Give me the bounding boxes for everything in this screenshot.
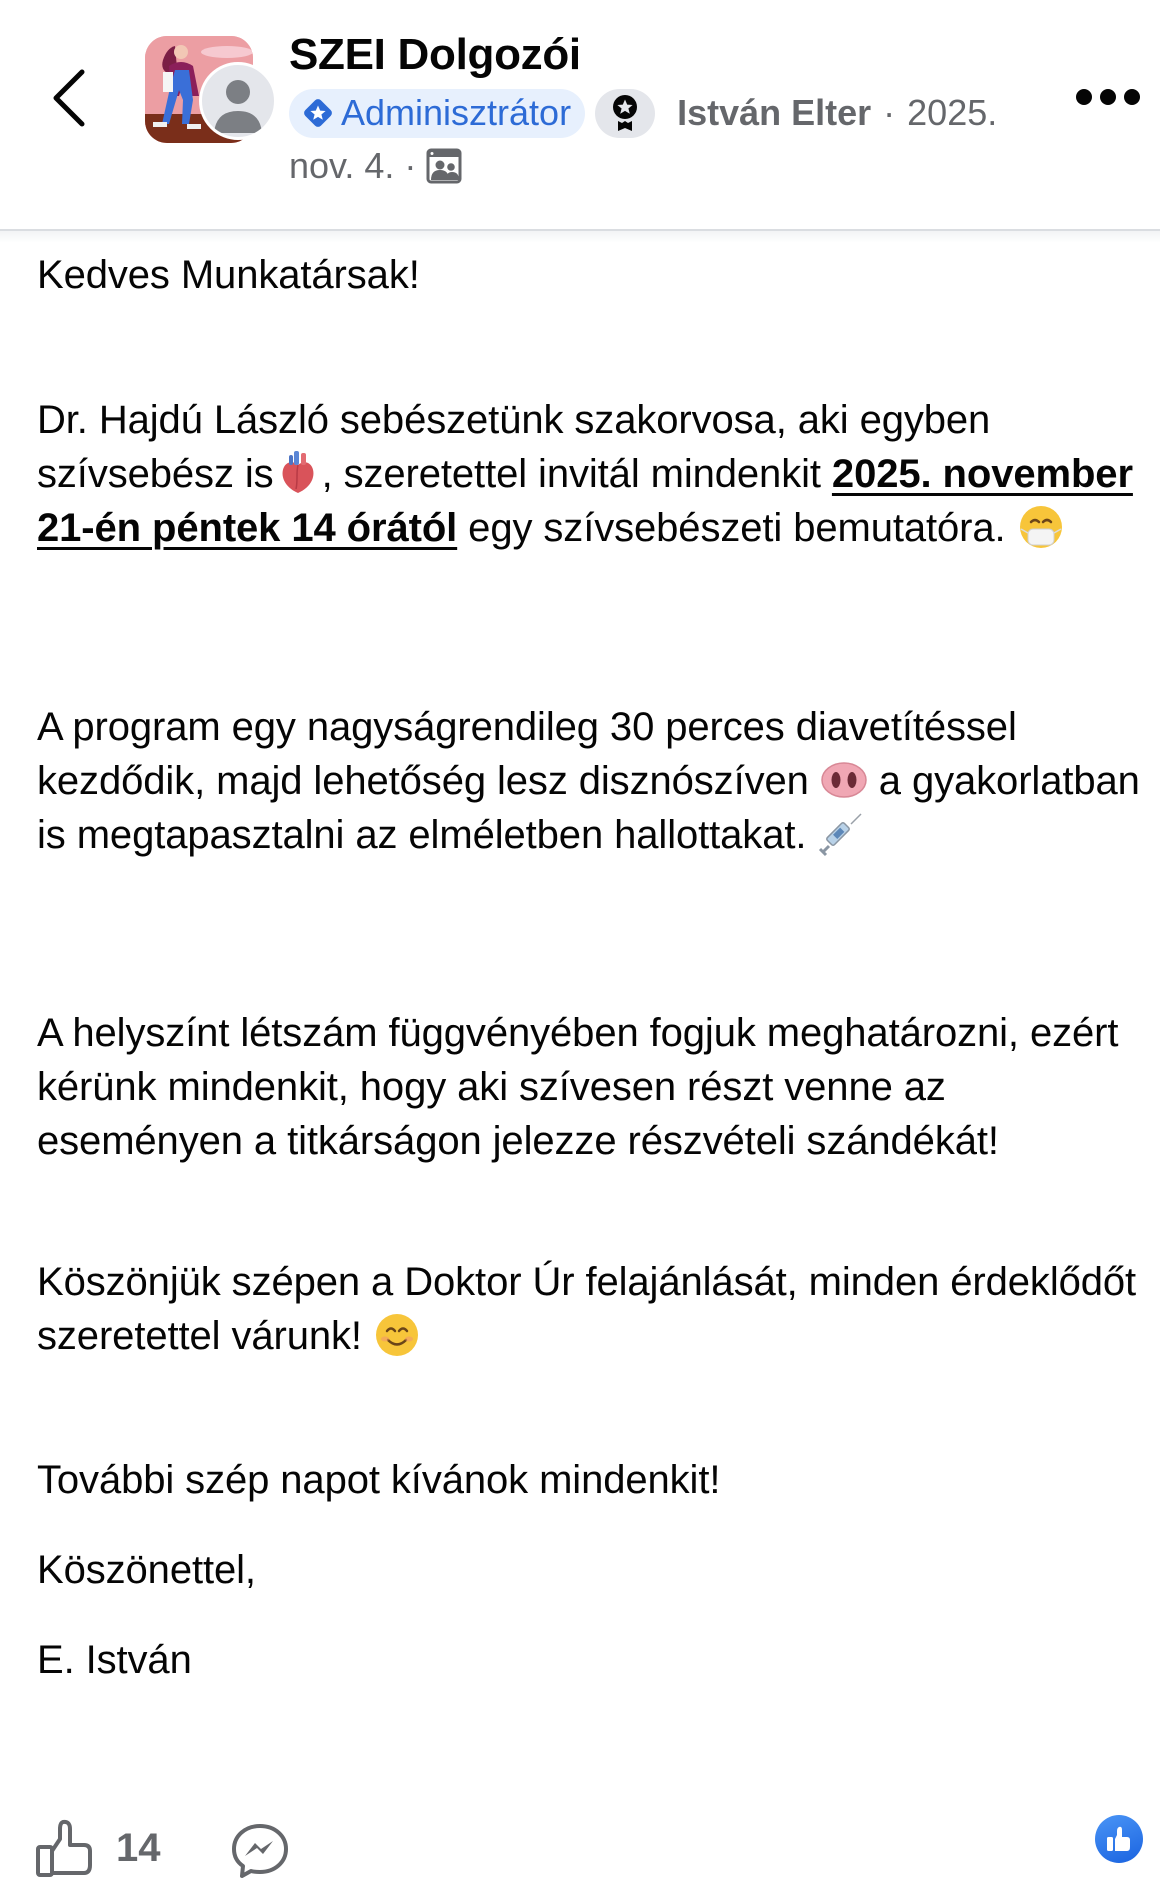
anatomical-heart-icon: [274, 449, 322, 497]
messenger-icon: [230, 1822, 290, 1880]
face-with-medical-mask-icon: [1017, 503, 1065, 551]
post-paragraph-location: A helyszínt létszám függvényében fogjuk meghatározni, ezért kérünk mindenkit, hogy aki szívesen részt venne az eseményen a titkárságon jelezze részvételi szándékát!: [37, 1011, 1119, 1163]
separator-dot: ·: [883, 92, 896, 133]
paragraph-text: a gyakorlatban is megtapasztalni az elméletben hallottakat.: [37, 759, 1140, 857]
like-reaction-badge[interactable]: [1095, 1815, 1143, 1863]
post-date-year[interactable]: 2025.: [907, 92, 998, 133]
more-horizontal-icon: [1124, 89, 1140, 105]
author-avatar[interactable]: [199, 62, 277, 140]
paragraph-text: Dr. Hajdú László sebészetünk szakorvosa, aki egyben szívsebész is: [37, 398, 991, 496]
group-title[interactable]: SZEI Dolgozói: [289, 30, 581, 79]
chevron-left-icon: [48, 66, 92, 130]
pig-nose-icon: [820, 756, 868, 804]
event-date-highlight: 2025. november 21-én péntek 14 órától: [37, 452, 1133, 550]
post-paragraph-invitation: [37, 393, 1147, 555]
author-name[interactable]: István Elter: [677, 92, 872, 133]
paragraph-text: Köszönjük szépen a Doktor Úr felajánlását, minden érdeklődőt szeretettel várunk!: [37, 1260, 1137, 1358]
post-greeting: Kedves Munkatársak!: [37, 253, 420, 297]
post-paragraph-thanks: [37, 1255, 1147, 1363]
person-silhouette-icon: [202, 65, 274, 137]
like-count: 14: [116, 1825, 161, 1870]
post-actions-bar: [0, 1790, 1160, 1894]
paragraph-text: egy szívsebészeti bemutatóra.: [457, 506, 1017, 550]
post-signature: E. István: [37, 1638, 192, 1682]
more-options-button[interactable]: [1076, 82, 1140, 112]
post-meta-row-2: [289, 146, 462, 186]
group-members-icon[interactable]: [426, 148, 462, 184]
syringe-icon: [817, 810, 865, 858]
separator-dot: ·: [404, 145, 417, 186]
admin-badge-label: Adminisztrátor: [341, 92, 572, 133]
like-reaction-icon: [1105, 1825, 1133, 1853]
award-ribbon-icon: [610, 93, 640, 133]
share-messenger-button[interactable]: [230, 1822, 290, 1880]
back-button[interactable]: [48, 66, 92, 130]
post-signoff: Köszönettel,: [37, 1548, 256, 1592]
thumbs-up-outline-icon: [36, 1819, 94, 1877]
post-meta-row: [289, 88, 997, 138]
admin-badge[interactable]: [289, 89, 585, 138]
paragraph-text: A program egy nagyságrendileg 30 perces diavetítéssel kezdődik, majd lehetőség lesz disznószíven: [37, 705, 1017, 803]
admin-diamond-star-icon: [301, 96, 335, 130]
more-horizontal-icon: [1100, 89, 1116, 105]
post-date-day[interactable]: nov. 4.: [289, 145, 395, 186]
post-header: [0, 0, 1160, 230]
paragraph-text: , szeretettel invitál mindenkit: [321, 452, 832, 496]
member-badge[interactable]: [595, 89, 655, 138]
post-paragraph-program: [37, 700, 1147, 862]
smiling-face-icon: [373, 1311, 421, 1359]
like-button[interactable]: [36, 1818, 161, 1878]
more-horizontal-icon: [1076, 89, 1092, 105]
header-shadow: [0, 231, 1160, 243]
post-closing-wish: További szép napot kívánok mindenkit!: [37, 1458, 721, 1502]
